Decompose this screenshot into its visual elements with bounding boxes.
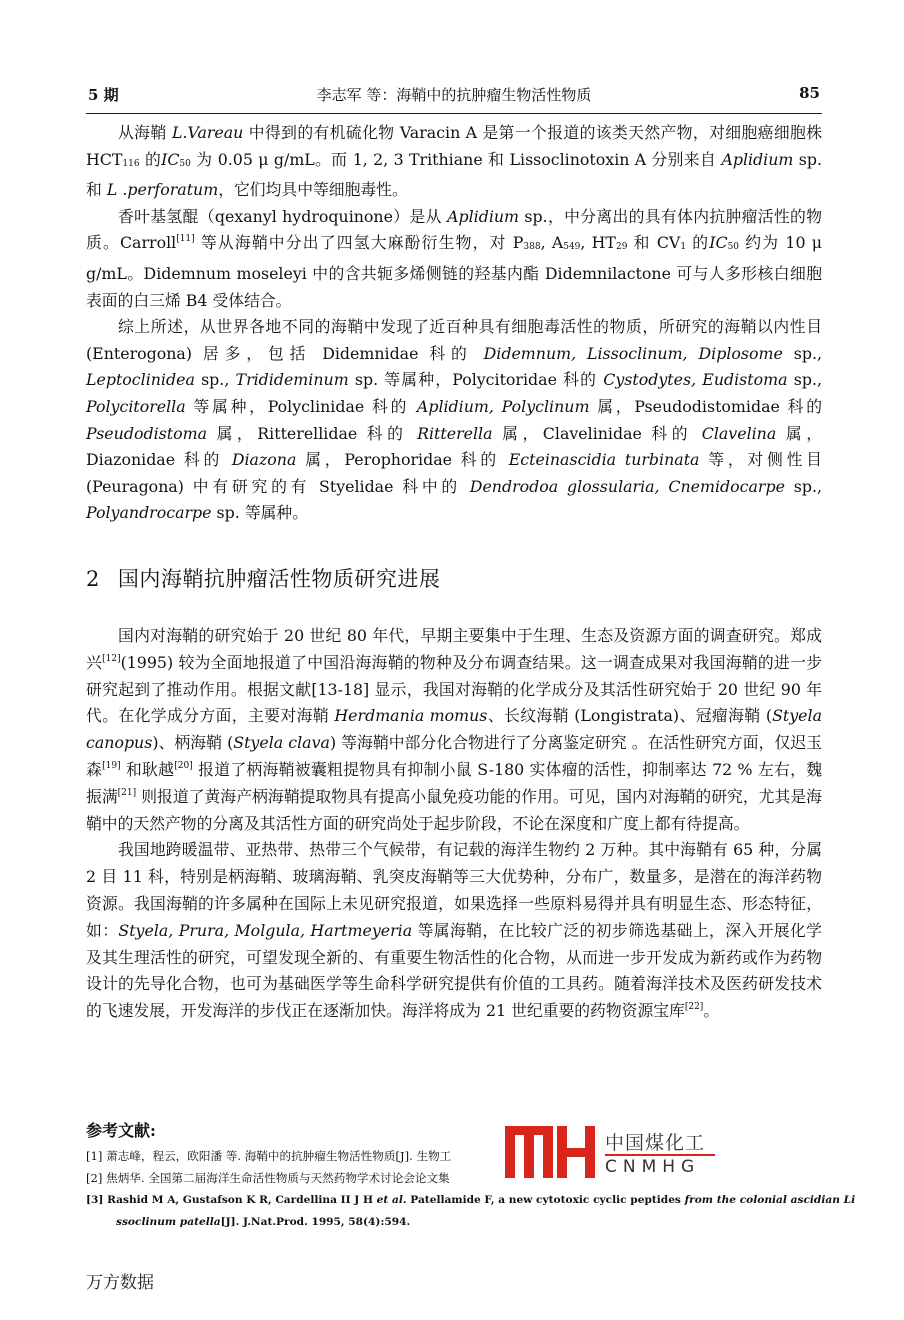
citation: [19] (102, 760, 121, 771)
paragraph-hydroquinone: 香叶基氢醌（qexanyl hydroquinone）是从 Aplidium sp.，中分离出的具有体内抗肿瘤活性的物质。Carroll[11] 等从海鞘中分出了四氢大麻酚衍生物，对 $P_{388}$, $A_{549}$, $HT_{29}$ 和 $CV_1$ 的$IC_{50}$ 约为 10 μ g/mL。Didemnum moseleyi 中的含共轭多烯侧链的羟基内酯 Didemnilactone 可与人多形核白细胞表面的白三烯 B4 受体结合。 (86, 206, 822, 310)
section2-body (86, 623, 822, 1025)
section-title: 国内海鞘抗肿瘤活性物质研究进展 (117, 567, 441, 591)
running-title: 李志军 等：海鞘中的抗肿瘤生物活性物质 (316, 86, 592, 104)
citation: [22] (684, 1002, 704, 1013)
section1-body (86, 120, 822, 527)
issue-number: 5 期 (88, 86, 119, 104)
citation: [11] (176, 234, 195, 245)
citation: [20] (174, 760, 193, 771)
paragraph-summary: 综上所述，从世界各地不同的海鞘中发现了近百种具有细胞毒活性的物质，所研究的海鞘以内性目 (Enterogona) 居多，包括 Didemnidae 科的 Didemnum, Lissoclinum, Diplosome sp., Leptoclinidea sp., Tridideminum sp. 等属种，Polycitoridae 科的 Cystodytes, Eudistoma sp., Polycitorella 等属种，Polyclinidae 科的 Aplidium, Polyclinum 属，Pseudodistomidae 科的 Pseudodistoma 属，Ritterellidae 科的 Ritterella 属，Clavelinidae 科的 Clavelina 属，Diazonidae 科的 Diazona 属，Perophoridae 科的 Ecteinascidia turbinata 等，对侧性目 (Peuragona) 中有研究的有 Styelidae 科中的 Dendrodoa glossularia, Cnemidocarpe sp., Polyandrocarpe sp. 等属种。 (86, 317, 823, 523)
cnmhg-logo (505, 1126, 720, 1178)
reference-item: [3] Rashid M A, Gustafson K R, Cardellina II J H et al. Patellamide F, a new cytotoxic cyclic peptides from the colonial ascidian Li (86, 1194, 856, 1206)
citation: [21] (117, 787, 137, 798)
running-header (88, 84, 820, 108)
logo-text-en: CNMHG (605, 1157, 701, 1177)
reference-item-continuation: ssoclinum patella[J]. J.Nat.Prod. 1995, 58(4):594. (116, 1216, 411, 1228)
logo-text-cn: 中国煤化工 (605, 1132, 706, 1154)
citation: [12] (102, 653, 121, 664)
logo-divider (605, 1154, 715, 1156)
reference-item: [2] 焦炳华. 全国第二届海洋生命活性物质与天然药物学术讨论会论文集 (86, 1171, 450, 1185)
paragraph-varacin: 从海鞘 L.Vareau 中得到的有机硫化物 Varacin A 是第一个报道的该类天然产物，对细胞癌细胞株 $HCT_{116}$ 的$IC_{50}$ 为 0.05 μ g/mL。而 1, 2, 3 Trithiane 和 Lissoclinotoxin A 分别来自 Aplidium sp. 和 L .perforatum，它们均具中等细胞毒性。 (86, 123, 822, 200)
paragraph-domestic-research: 国内对海鞘的研究始于 20 世纪 80 年代，早期主要集中于生理、生态及资源方面的调查研究。郑成兴[12](1995) 较为全面地报道了中国沿海海鞘的物种及分布调查结果。这一调查成果对我国海鞘的进一步研究起到了推动作用。根据文献[13-18] 显示，我国对海鞘的化学成分及其活性研究始于 20 世纪 90 年代。在化学成分方面，主要对海鞘 Herdmania momus、长纹海鞘 (Longistrata)、冠瘤海鞘 (Styela canopus)、柄海鞘 (Styela clava) 等海鞘中部分化合物进行了分离鉴定研究 。在活性研究方面，仅迟玉森[19] 和耿越[20] 报道了柄海鞘被囊粗提物具有抑制小鼠 S-180 实体瘤的活性，抑制率达 72 % 左右，魏振满[21] 则报道了黄海产柄海鞘提取物具有提高小鼠免疫功能的作用。可见，国内对海鞘的研究，尤其是海鞘中的天然产物的分离及其活性方面的研究尚处于起步阶段，不论在深度和广度上都有待提高。 (86, 626, 822, 833)
watermark-wanfang: 万方数据 (86, 1273, 154, 1293)
mh-logo-icon (505, 1126, 595, 1178)
paragraph-resources: 我国地跨暖温带、亚热带、热带三个气候带，有记载的海洋生物约 2 万种。其中海鞘有 65 种，分属 2 目 11 科，特别是柄海鞘、玻璃海鞘、乳突皮海鞘等三大优势种，分布广，数量多，是潜在的海洋药物资源。我国海鞘的许多属种在国际上未见研究报道，如果选择一些原料易得并具有明显生态、形态特征，如：Styela, Prura, Molgula, Hartmeyeria 等属海鞘，在比较广泛的初步筛选基础上，深入开展化学及其生理活性的研究，可望发现全新的、有重要生物活性的化合物，从而进一步开发成为新药或作为药物设计的先导化合物，也可为基础医学等生命科学研究提供有价值的工具药。随着海洋技术及医药研发技术的飞速发展，开发海洋的步伐正在逐渐加快。海洋将成为 21 世纪重要的药物资源宝库[22]。 (86, 840, 822, 1021)
references-heading: 参考文献: (86, 1121, 156, 1140)
section-number: 2 (86, 567, 100, 591)
header-rule (86, 113, 822, 114)
section-heading (86, 563, 440, 593)
page-number: 85 (799, 84, 820, 102)
reference-item: [1] 萧志峰，程云，欧阳潘 等. 海鞘中的抗肿瘤生物活性物质[J]. 生物工 (86, 1149, 452, 1163)
